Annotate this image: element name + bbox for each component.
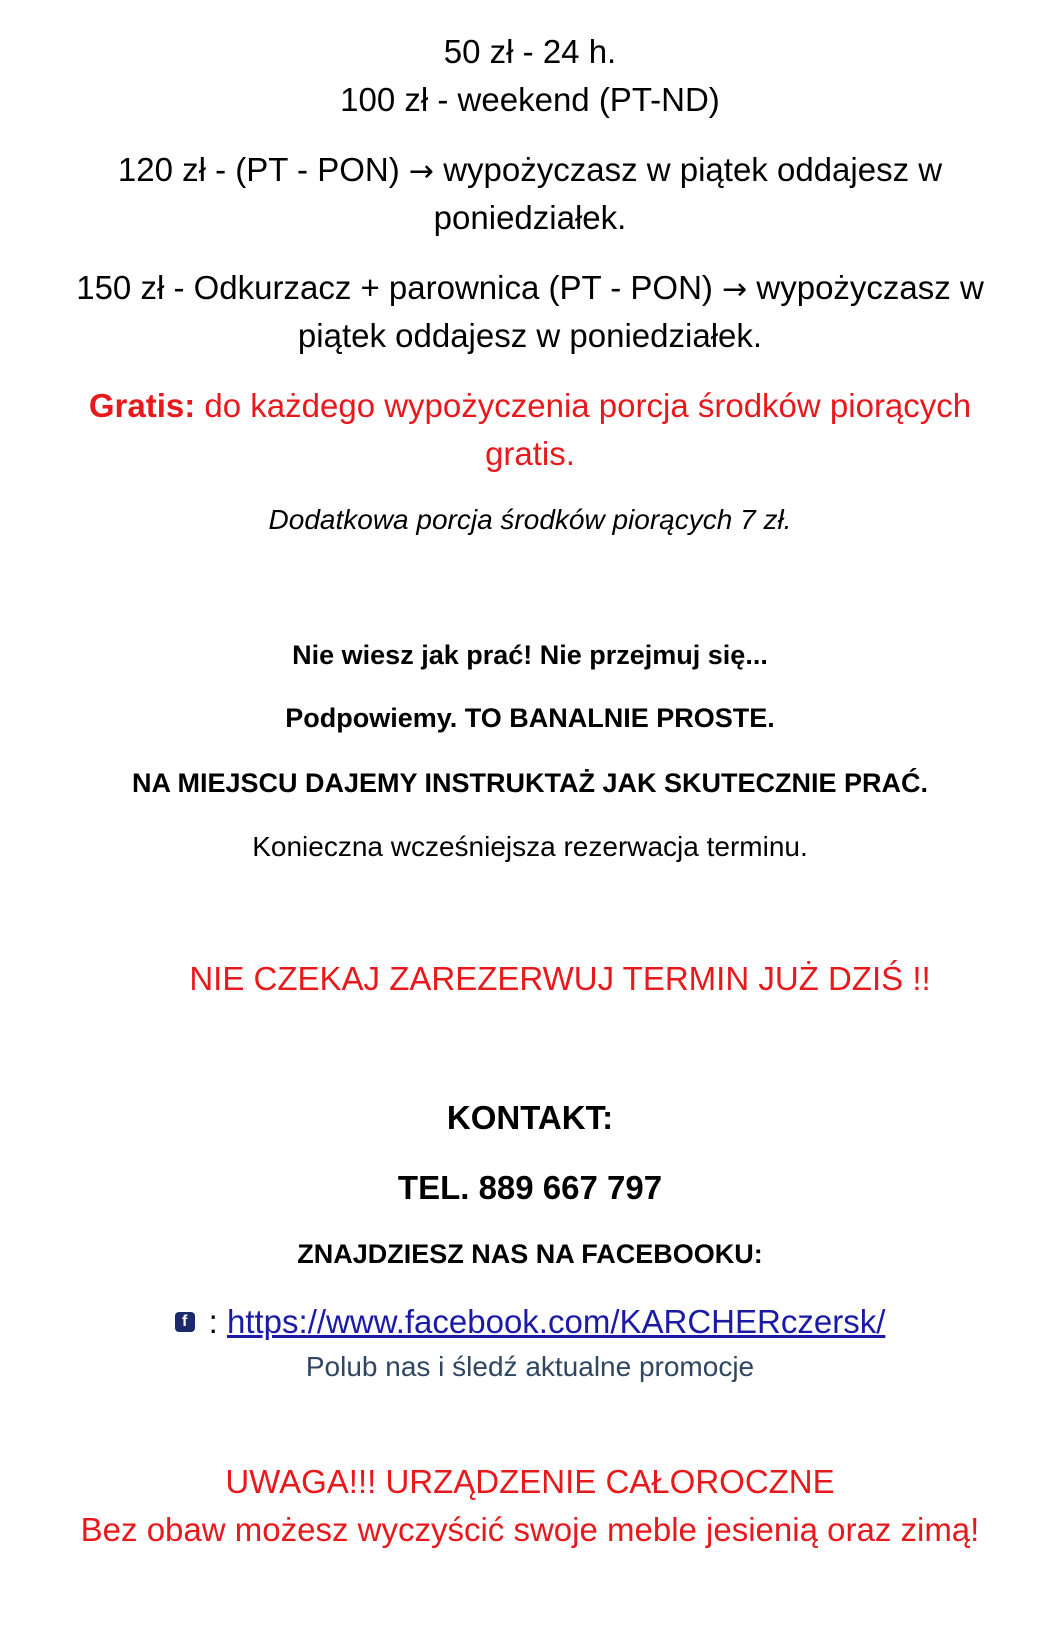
- price-weekend-text: 100 zł - weekend (PT-ND): [340, 81, 720, 118]
- price-long-weekend-line1: [0, 146, 1060, 196]
- price-long-weekend-end: poniedziałek.: [433, 199, 627, 236]
- instructions-line3: [0, 766, 1060, 800]
- gratis-text: do każdego wypożyczenia porcja środków piorących: [204, 387, 972, 424]
- facebook-note-text: Polub nas i śledź aktualne promocje: [305, 1351, 755, 1382]
- facebook-heading-text: ZNAJDZIESZ NAS NA FACEBOOKU:: [297, 1239, 763, 1269]
- notice-line1: [0, 1458, 1060, 1506]
- price-combo-end: piątek oddajesz w poniedziałek.: [297, 317, 763, 354]
- notice-line1-text: UWAGA!!! URZĄDZENIE CAŁOROCZNE: [225, 1463, 835, 1500]
- price-long-weekend-prefix: 120 zł - (PT - PON): [117, 151, 400, 188]
- instructions-line3-text: NA MIEJSCU DAJEMY INSTRUKTAŻ JAK SKUTECZNIE PRAĆ.: [131, 768, 929, 798]
- gratis-extra-text: Dodatkowa porcja środków piorących 7 zł.: [268, 504, 792, 535]
- cta-text: NIE CZEKAJ ZAREZERWUJ TERMIN JUŻ DZIŚ !!: [189, 960, 931, 997]
- facebook-note: [0, 1350, 1060, 1384]
- facebook-heading: [0, 1237, 1060, 1271]
- instructions-line1: [0, 638, 1060, 672]
- gratis-line1: [0, 382, 1060, 430]
- arrow-right-icon: →: [408, 154, 435, 189]
- facebook-link-row: [0, 1302, 1060, 1342]
- reservation-note-text: Konieczna wcześniejsza rezerwacja terminu.: [252, 831, 808, 862]
- price-combo-line1: [0, 264, 1060, 314]
- gratis-extra: [0, 503, 1060, 537]
- gratis-line2: [0, 430, 1060, 478]
- instructions-line2-text: Podpowiemy. TO BANALNIE PROSTE.: [285, 703, 775, 733]
- gratis-text-end: gratis.: [485, 435, 575, 472]
- price-combo-suffix: wypożyczasz w: [756, 269, 984, 306]
- facebook-link[interactable]: https://www.facebook.com/KARCHERczersk/: [226, 1303, 886, 1340]
- facebook-separator: :: [208, 1303, 218, 1340]
- arrow-right-icon: →: [722, 272, 748, 307]
- reservation-note: [0, 830, 1060, 864]
- price-long-weekend-line2: [0, 194, 1060, 242]
- notice-line2-text: Bez obaw możesz wyczyścić swoje meble jesienią oraz zimą!: [80, 1511, 980, 1548]
- contact-heading-text: KONTAKT:: [446, 1099, 614, 1136]
- gratis-label: Gratis:: [88, 387, 196, 424]
- price-weekend: [0, 76, 1060, 124]
- contact-phone: [0, 1168, 1060, 1208]
- notice-line2: [0, 1506, 1060, 1554]
- price-long-weekend-suffix: wypożyczasz w piątek oddajesz w: [443, 151, 943, 188]
- price-day: [0, 28, 1060, 76]
- facebook-icon[interactable]: f: [175, 1312, 195, 1332]
- contact-heading: [0, 1098, 1060, 1138]
- instructions-line2: [0, 701, 1060, 735]
- instructions-line1-text: Nie wiesz jak prać! Nie przejmuj się...: [292, 640, 768, 670]
- contact-phone-text: TEL. 889 667 797: [397, 1169, 663, 1206]
- price-combo-prefix: 150 zł - Odkurzacz + parownica (PT - PON): [76, 269, 713, 306]
- cta-banner: [30, 955, 1060, 1003]
- price-day-text: 50 zł - 24 h.: [443, 33, 617, 70]
- price-combo-line2: [0, 312, 1060, 360]
